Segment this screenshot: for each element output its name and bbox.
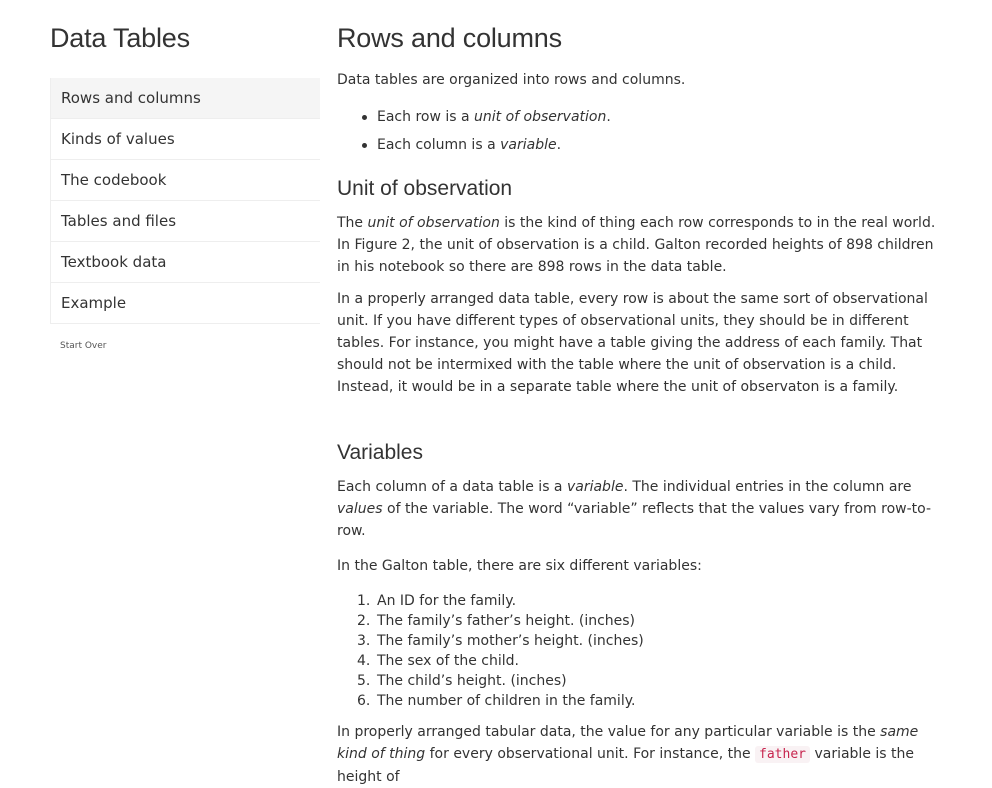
unit-paragraph-2: In a properly arranged data table, every row is about the same sort of observational unit. If you have different types of observational units, they should be in different tables. For instance, you might have a table giving the address of each family. That should not be intermixed with the table where the unit of observation is a child. Instead, it would be in a separate table where the unit of observaton is a family. xyxy=(337,291,928,395)
list-item: 5. The child’s height. (inches) xyxy=(357,673,567,689)
section-heading-variables: Variables xyxy=(337,441,423,464)
unit-paragraph-1: The unit of observation is the kind of thing each row corresponds to in the real world. In Figure 2, the unit of observation is a child. Galton recorded heights of 898 children in his notebook so there are 898 rows in the data table. xyxy=(337,215,936,275)
sidebar-item-tables-and-files[interactable]: Tables and files xyxy=(51,201,320,242)
list-item: Each column is a variable. xyxy=(377,131,947,159)
list-item: Each row is a unit of observation. xyxy=(377,103,947,131)
sidebar xyxy=(50,0,320,351)
main-content xyxy=(337,0,947,788)
sidebar-item-rows-and-columns[interactable]: Rows and columns xyxy=(51,78,320,119)
sidebar-item-kinds-of-values[interactable]: Kinds of values xyxy=(51,119,320,160)
variables-paragraph-2: In the Galton table, there are six different variables: xyxy=(337,558,702,574)
list-item: 3. The family’s mother’s height. (inches) xyxy=(357,633,644,649)
list-item: 1. An ID for the family. xyxy=(357,593,517,609)
list-item: 4. The sex of the child. xyxy=(357,653,519,669)
intro-paragraph: Data tables are organized into rows and columns. xyxy=(337,72,686,88)
list-item: 2. The family’s father’s height. (inches) xyxy=(357,613,636,629)
variables-paragraph-3: In properly arranged tabular data, the value for any particular variable is the same kind of thing for every observational unit. For instance, the father variable is the height of xyxy=(337,724,919,785)
variables-paragraph-1: Each column of a data table is a variable. The individual entries in the column are values of the variable. The word “variable” reflects that the values vary from row-to-row. xyxy=(337,479,932,539)
page-title: Rows and columns xyxy=(337,23,562,53)
father-variable-code: father xyxy=(755,746,810,763)
list-item: 6. The number of children in the family. xyxy=(357,693,636,709)
sidebar-title: Data Tables xyxy=(50,23,190,53)
sidebar-nav xyxy=(50,78,320,324)
start-over-link[interactable]: Start Over xyxy=(60,341,107,351)
sidebar-item-the-codebook[interactable]: The codebook xyxy=(51,160,320,201)
sidebar-item-example[interactable]: Example xyxy=(51,283,320,324)
section-heading-unit-of-observation: Unit of observation xyxy=(337,177,513,200)
sidebar-item-textbook-data[interactable]: Textbook data xyxy=(51,242,320,283)
variables-list xyxy=(337,591,947,711)
rows-columns-list xyxy=(337,103,947,159)
